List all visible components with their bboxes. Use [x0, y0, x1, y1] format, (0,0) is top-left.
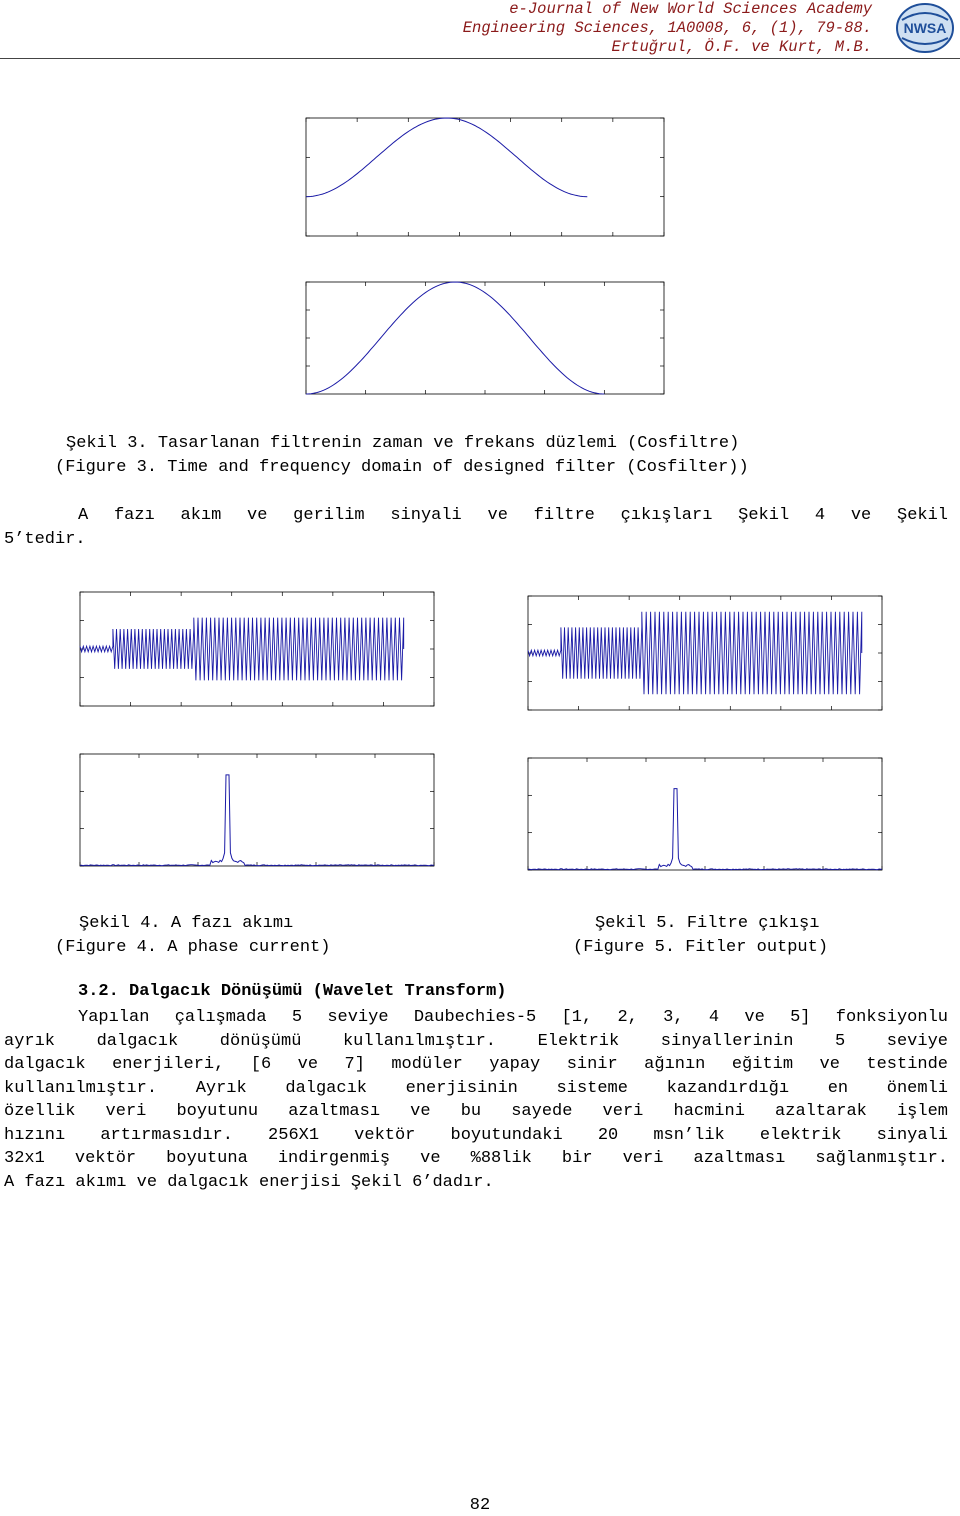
- header-rule: [0, 58, 960, 59]
- plot-axes-box: [528, 758, 882, 870]
- plot-axes-box: [306, 118, 664, 236]
- section-heading: 3.2. Dalgacık Dönüşümü (Wavelet Transform): [78, 982, 507, 1001]
- nwsa-logo: [894, 2, 956, 54]
- page-number: 82: [469, 1496, 491, 1515]
- figure3-filter-time-plot: [270, 96, 690, 264]
- figure5-spectrum-plot: [478, 738, 898, 888]
- paragraph-2-line: kullanılmıştır. Ayrık dalgacık enerjisinin sisteme kazandırdığı en önemli: [4, 1078, 948, 1098]
- journal-header: [463, 0, 872, 57]
- figure4-caption-tr: Şekil 4. A fazı akımı: [79, 914, 294, 933]
- paragraph-1-line: A fazı akım ve gerilim sinyali ve filtre çıkışları Şekil 4 ve Şekil: [78, 506, 948, 525]
- figure4-current-signal-plot: [30, 570, 450, 750]
- plot-axes-box: [80, 754, 434, 866]
- figure5-signal-plot: [478, 574, 898, 756]
- paragraph-2-line: ayrık dalgacık dönüşümü kullanılmıştır. Elektrik sinyallerinin 5 seviye: [4, 1031, 948, 1051]
- header-citation: Engineering Sciences, 1A0008, 6, (1), 79-88.: [462, 19, 872, 37]
- header-journal-name: e-Journal of New World Sciences Academy: [509, 0, 872, 18]
- figure4-caption-en: (Figure 4. A phase current): [55, 938, 331, 957]
- plot-axes-box: [80, 592, 434, 706]
- paragraph-1: [4, 504, 948, 551]
- figure3-filter-spectrum-plot: [270, 262, 690, 426]
- figure4-current-spectrum-plot: [30, 734, 450, 884]
- figure5-caption-tr: Şekil 5. Filtre çıkışı: [595, 914, 820, 933]
- figure3-caption-tr: Şekil 3. Tasarlanan filtrenin zaman ve frekans düzlemi (Cosfiltre): [66, 434, 740, 453]
- paragraph-2-line: dalgacık enerjileri, [6 ve 7] modüler yapay sinir ağının eğitim ve testinde: [4, 1055, 948, 1074]
- paragraph-2: [4, 1006, 948, 1194]
- figure5-caption-en: (Figure 5. Fitler output): [573, 938, 829, 957]
- paragraph-2-line: A fazı akımı ve dalgacık enerjisi Şekil 6’dadır.: [4, 1172, 494, 1192]
- paragraph-2-line: Yapılan çalışmada 5 seviye Daubechies-5 [1, 2, 3, 4 ve 5] fonksiyonlu: [78, 1008, 948, 1027]
- figure3-caption-en: (Figure 3. Time and frequency domain of designed filter (Cosfilter)): [55, 458, 749, 477]
- paragraph-2-line: hızını artırmasıdır. 256X1 vektör boyutundaki 20 msn’lik elektrik sinyali: [4, 1125, 948, 1145]
- logo-text: NWSA: [903, 20, 947, 36]
- header-authors: Ertuğrul, Ö.F. ve Kurt, M.B.: [611, 38, 872, 56]
- paragraph-2-line: özellik veri boyutunu azaltması ve bu sayede veri hacmini azaltarak işlem: [4, 1102, 948, 1121]
- paragraph-2-line: 32x1 vektör boyutuna indirgenmiş ve %88lik bir veri azaltması sağlanmıştır.: [4, 1149, 948, 1168]
- paragraph-1-line: 5’tedir.: [4, 529, 86, 549]
- plot-axes-box: [306, 282, 664, 394]
